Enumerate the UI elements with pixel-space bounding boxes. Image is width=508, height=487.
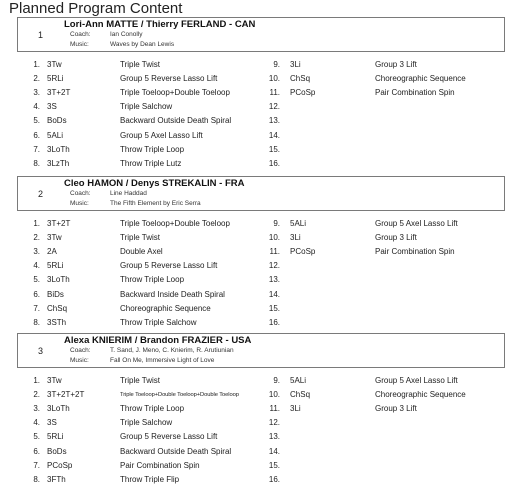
element-number: 11. (269, 88, 280, 98)
element-row (260, 114, 500, 128)
element-number: 6. (33, 446, 40, 456)
element-name: Triple Toeloop+Double Toeloop (120, 219, 230, 228)
element-code: 5RLi (47, 74, 64, 84)
element-code: 3Li (290, 60, 301, 69)
element-number: 8. (33, 474, 40, 484)
element-number: 12. (268, 418, 280, 428)
element-number: 10. (268, 390, 280, 400)
music-title: Fall On Me, Immersive Light of Love (110, 357, 215, 364)
element-row (20, 100, 255, 114)
element-code: 3Li (290, 404, 301, 414)
element-code: 2A (47, 247, 57, 257)
element-row (260, 143, 500, 157)
element-code: 3Tw (47, 60, 62, 69)
music-title: Waves by Dean Lewis (110, 41, 175, 48)
element-row (20, 157, 255, 171)
element-name: Triple Toeloop+Double Toeloop+Double Toeloop (120, 392, 239, 399)
element-number: 13. (268, 116, 280, 126)
element-number: 13. (268, 432, 280, 442)
element-name: Triple Salchow (120, 102, 173, 112)
element-number: 3. (33, 247, 40, 257)
element-row (260, 245, 500, 259)
element-code: BoDs (47, 116, 67, 126)
element-row (260, 316, 500, 330)
element-row (20, 459, 255, 473)
element-code: BiDs (47, 289, 64, 299)
element-name: Group 3 Lift (375, 404, 417, 414)
team-names: Cleo HAMON / Denys STREKALIN - FRA (64, 178, 245, 189)
music-label: Music: (70, 41, 89, 48)
element-code: 5RLi (47, 432, 64, 442)
element-number: 15. (268, 460, 280, 470)
element-code: 3LzTh (47, 158, 70, 168)
element-code: PCoSp (47, 460, 73, 470)
element-number: 6. (33, 130, 40, 140)
element-number: 14. (268, 130, 280, 140)
element-name: Pair Combination Spin (120, 460, 200, 470)
element-name: Throw Triple Salchow (120, 317, 197, 327)
element-name: Group 5 Reverse Lasso Lift (120, 261, 218, 271)
element-number: 2. (33, 390, 40, 400)
element-row (20, 374, 255, 388)
element-name: Choreographic Sequence (375, 74, 466, 84)
element-row (20, 245, 255, 259)
music-label: Music: (70, 357, 89, 364)
element-name: Triple Toeloop+Double Toeloop (120, 88, 230, 98)
element-number: 6. (33, 289, 40, 299)
element-code: 3LoTh (47, 275, 70, 285)
element-row (20, 473, 255, 487)
element-code: 3T+2T (47, 219, 71, 228)
element-name: Throw Triple Flip (120, 474, 180, 484)
element-code: 3Tw (47, 233, 62, 243)
element-number: 3. (33, 88, 40, 98)
element-number: 8. (33, 317, 40, 327)
element-code: 5RLi (47, 261, 64, 271)
element-code: PCoSp (290, 88, 316, 98)
element-name: Backward Inside Death Spiral (120, 289, 225, 299)
element-number: 10. (268, 233, 280, 243)
element-row (20, 86, 255, 100)
element-name: Throw Triple Lutz (120, 158, 182, 168)
element-name: Group 5 Reverse Lasso Lift (120, 74, 218, 84)
element-name: Triple Salchow (120, 418, 173, 428)
element-code: PCoSp (290, 247, 316, 257)
element-name: Choreographic Sequence (120, 303, 211, 313)
coach-label: Coach: (70, 31, 91, 38)
coach-name: T. Sand, J. Meno, C. Knierim, R. Arutiunian (110, 347, 234, 354)
element-row (20, 231, 255, 245)
element-row (260, 157, 500, 171)
team-header (17, 17, 505, 52)
element-row (260, 86, 500, 100)
element-row (20, 58, 255, 72)
element-code: BoDs (47, 446, 67, 456)
element-name: Pair Combination Spin (375, 88, 455, 98)
element-number: 7. (33, 303, 40, 313)
element-number: 7. (33, 144, 40, 154)
element-row (260, 473, 500, 487)
element-number: 5. (33, 432, 40, 442)
element-number: 5. (33, 116, 40, 126)
element-name: Throw Triple Loop (120, 404, 185, 414)
element-name: Choreographic Sequence (375, 390, 466, 400)
element-row (260, 374, 500, 388)
element-name: Triple Twist (120, 233, 161, 243)
coach-label: Coach: (70, 347, 91, 354)
element-row (20, 316, 255, 330)
team-number: 2 (38, 189, 44, 199)
element-number: 15. (268, 144, 280, 154)
element-code: 5ALi (290, 219, 307, 228)
element-number: 11. (269, 404, 280, 414)
element-code: 3T+2T+2T (47, 390, 85, 400)
element-name: Group 3 Lift (375, 60, 417, 69)
element-name: Group 5 Axel Lasso Lift (120, 130, 203, 140)
element-row (20, 217, 255, 231)
element-name: Group 3 Lift (375, 233, 417, 243)
element-number: 2. (33, 233, 40, 243)
element-row (20, 72, 255, 86)
element-name: Group 5 Reverse Lasso Lift (120, 432, 218, 442)
element-row (260, 302, 500, 316)
element-name: Group 5 Axel Lasso Lift (375, 219, 458, 228)
element-code: 3S (47, 102, 57, 112)
element-code: ChSq (290, 390, 311, 400)
coach-name: Line Haddad (110, 190, 147, 197)
team-header (17, 176, 505, 211)
element-name: Throw Triple Loop (120, 144, 185, 154)
element-number: 10. (268, 74, 280, 84)
element-code: 3S (47, 418, 57, 428)
team-names: Alexa KNIERIM / Brandon FRAZIER - USA (64, 335, 252, 346)
element-row (20, 143, 255, 157)
element-name: Backward Outside Death Spiral (120, 116, 232, 126)
team-number: 1 (38, 30, 44, 40)
element-row (20, 288, 255, 302)
element-number: 12. (268, 102, 280, 112)
element-row (260, 445, 500, 459)
element-row (20, 273, 255, 287)
coach-label: Coach: (70, 190, 91, 197)
element-code: 3LoTh (47, 404, 70, 414)
element-code: ChSq (290, 74, 311, 84)
element-number: 9. (273, 219, 280, 228)
element-number: 11. (269, 247, 280, 257)
element-name: Throw Triple Loop (120, 275, 185, 285)
element-row (260, 402, 500, 416)
element-code: 5ALi (47, 130, 64, 140)
element-row (260, 217, 500, 231)
coach-name: Ian Conolly (110, 31, 143, 38)
element-name: Pair Combination Spin (375, 247, 455, 257)
element-row (20, 302, 255, 316)
element-number: 16. (268, 474, 280, 484)
team-header (17, 333, 505, 368)
element-row (260, 72, 500, 86)
element-row (260, 388, 500, 402)
element-name: Triple Twist (120, 60, 161, 69)
element-number: 13. (268, 275, 280, 285)
element-row (260, 231, 500, 245)
element-row (20, 416, 255, 430)
element-row (260, 430, 500, 444)
element-code: 3T+2T (47, 88, 71, 98)
element-number: 9. (273, 376, 280, 385)
element-row (20, 388, 255, 402)
element-row (260, 273, 500, 287)
element-row (20, 430, 255, 444)
team-names: Lori-Ann MATTE / Thierry FERLAND - CAN (64, 19, 256, 30)
element-number: 8. (33, 158, 40, 168)
element-code: ChSq (47, 303, 68, 313)
element-number: 14. (268, 446, 280, 456)
element-row (20, 114, 255, 128)
element-number: 1. (33, 60, 40, 69)
element-row (20, 259, 255, 273)
element-number: 16. (268, 317, 280, 327)
element-row (260, 58, 500, 72)
element-code: 5ALi (290, 376, 307, 385)
element-number: 1. (33, 219, 40, 228)
element-name: Double Axel (120, 247, 163, 257)
element-number: 16. (268, 158, 280, 168)
element-code: 3STh (47, 317, 67, 327)
element-code: 3Tw (47, 376, 62, 385)
music-label: Music: (70, 200, 89, 207)
element-number: 3. (33, 404, 40, 414)
element-row (20, 445, 255, 459)
element-name: Triple Twist (120, 376, 161, 385)
element-row (20, 129, 255, 143)
team-number: 3 (38, 346, 44, 356)
element-row (260, 129, 500, 143)
element-row (260, 100, 500, 114)
element-name: Group 5 Axel Lasso Lift (375, 376, 458, 385)
music-title: The Fifth Element by Eric Serra (110, 200, 201, 207)
element-row (260, 288, 500, 302)
element-number: 9. (273, 60, 280, 69)
element-code: 3FTh (47, 474, 66, 484)
element-number: 4. (33, 261, 40, 271)
element-number: 4. (33, 102, 40, 112)
element-number: 2. (33, 74, 40, 84)
element-name: Backward Outside Death Spiral (120, 446, 232, 456)
page-title: Planned Program Content (9, 0, 183, 17)
element-number: 12. (268, 261, 280, 271)
element-code: 3Li (290, 233, 301, 243)
element-number: 4. (33, 418, 40, 428)
element-code: 3LoTh (47, 144, 70, 154)
element-number: 1. (33, 376, 40, 385)
element-row (260, 416, 500, 430)
element-row (260, 259, 500, 273)
element-row (260, 459, 500, 473)
element-row (20, 402, 255, 416)
element-number: 5. (33, 275, 40, 285)
element-number: 14. (268, 289, 280, 299)
element-number: 7. (33, 460, 40, 470)
element-number: 15. (268, 303, 280, 313)
